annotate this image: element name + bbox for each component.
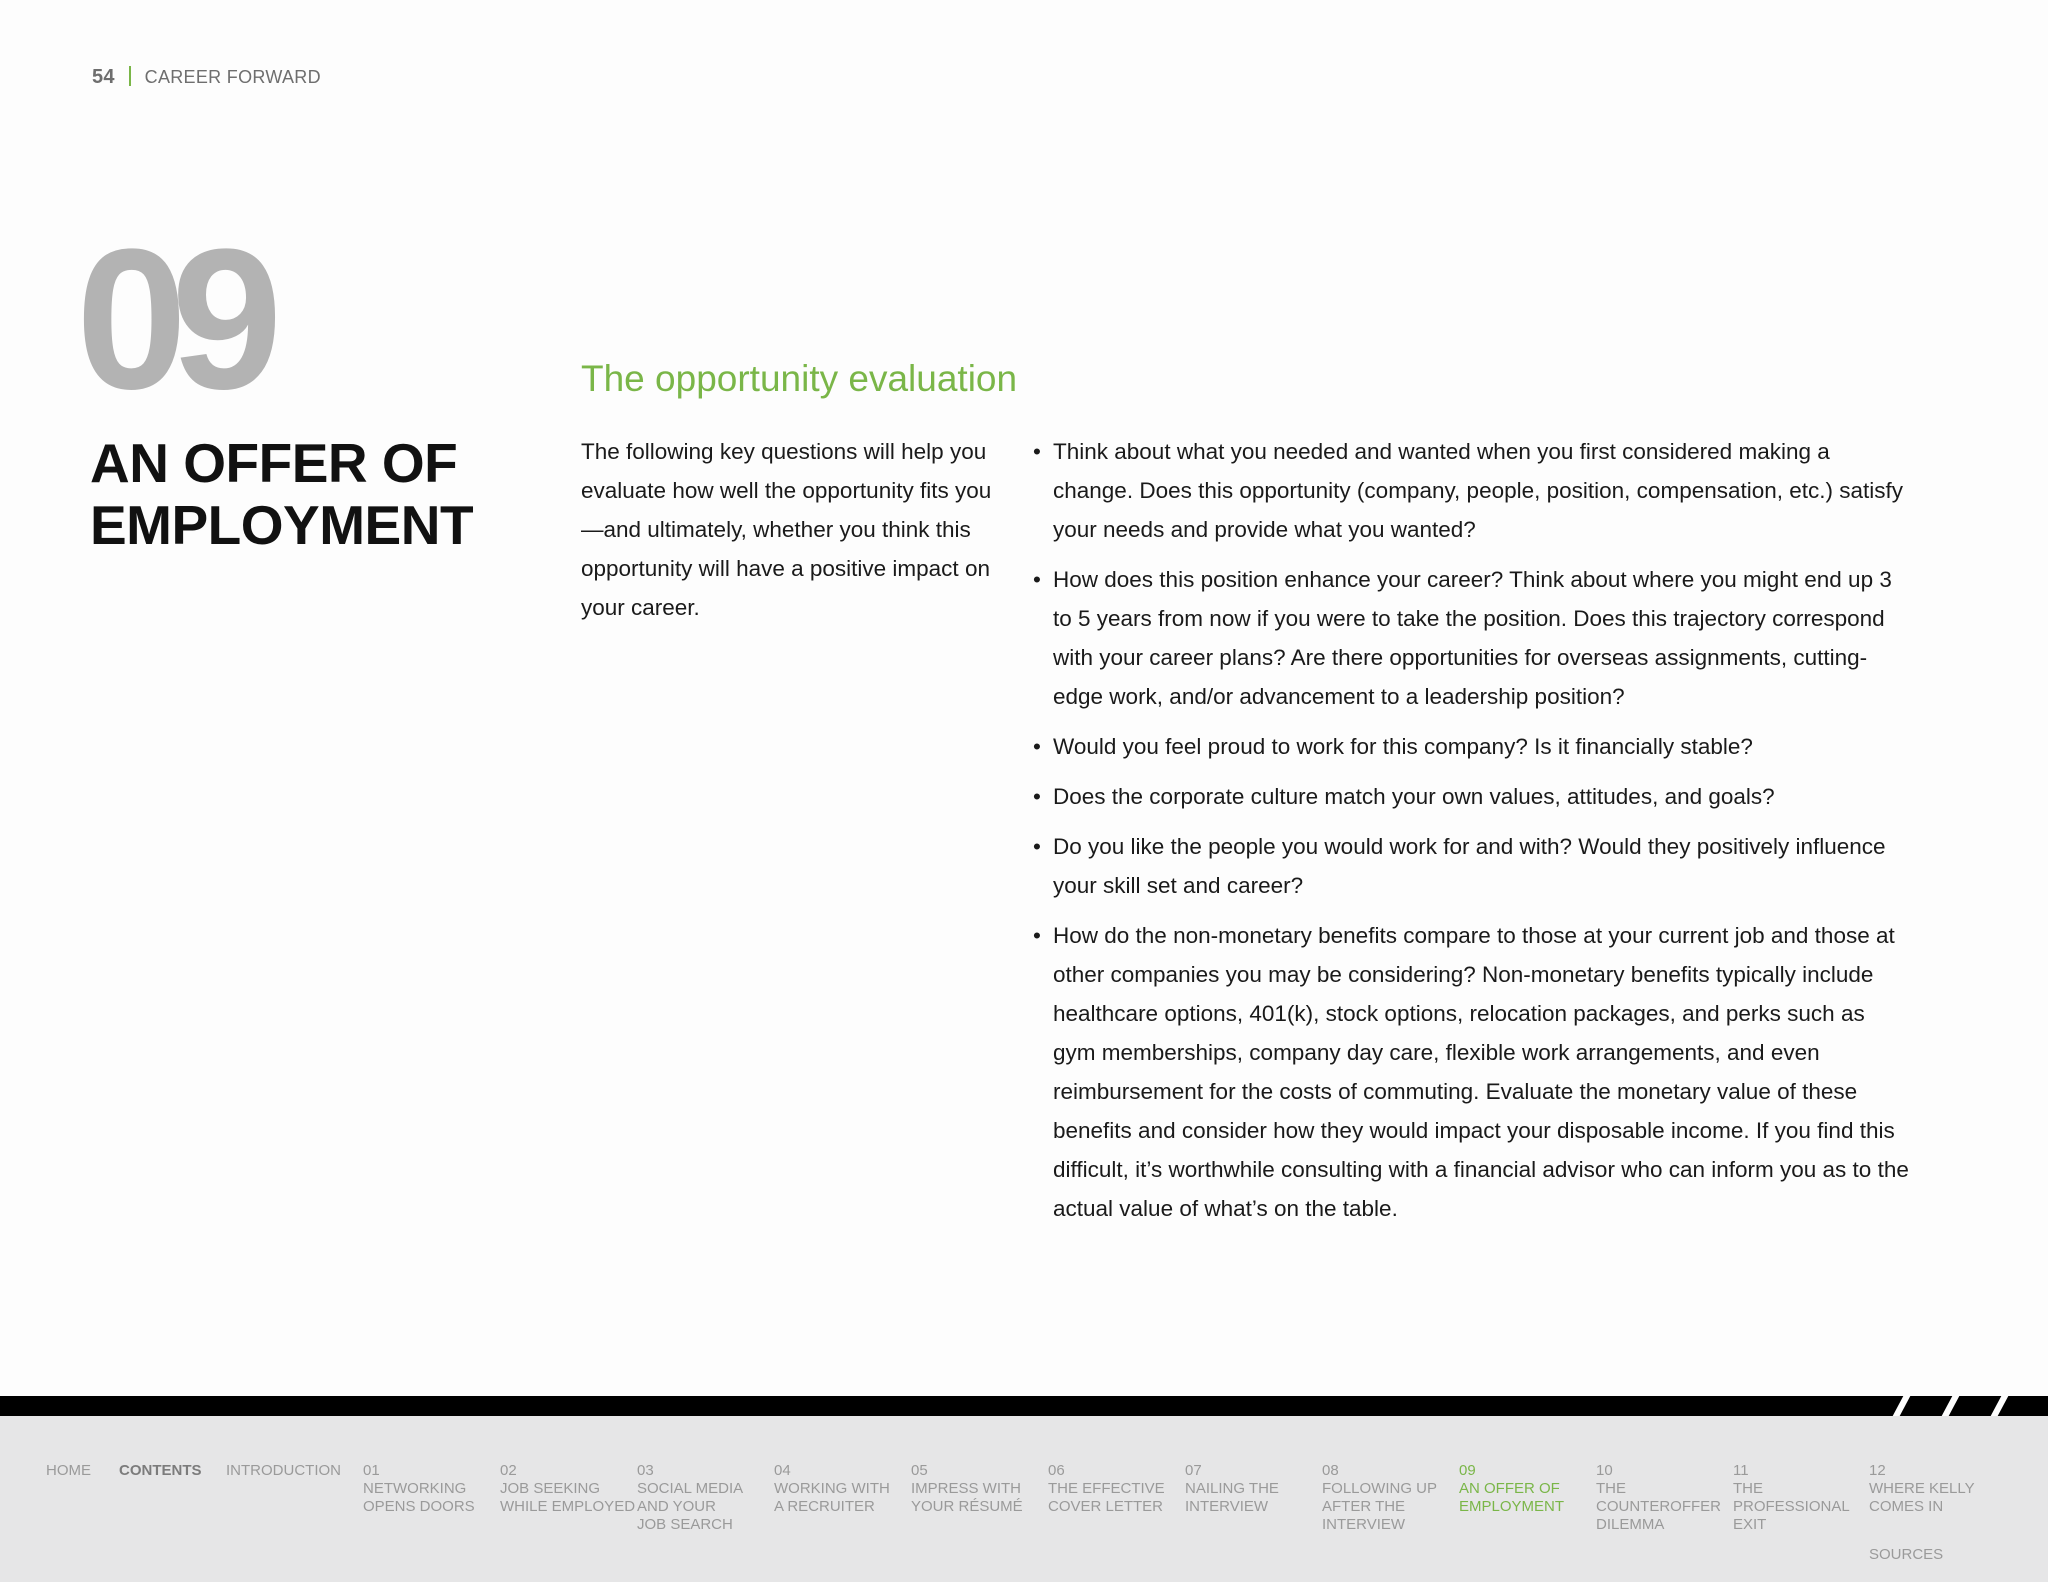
nav-chapter-label: THE COUNTEROFFER DILEMMA (1596, 1480, 1721, 1533)
nav-chapter-number: 02 (500, 1462, 517, 1479)
list-item: • Does the corporate culture match your own values, attitudes, and goals? (1033, 777, 1913, 816)
nav-home[interactable] (46, 1462, 91, 1480)
nav-introduction[interactable] (226, 1462, 341, 1480)
section-heading: The opportunity evaluation (581, 358, 1018, 399)
nav-chapter-number: 05 (911, 1462, 928, 1479)
nav-chapter-label: THE PROFESSIONAL EXIT (1733, 1480, 1850, 1533)
list-item: • How does this position enhance your career? Think about where you might end up 3 to 5 years from now if you were to take the position. Does this trajectory correspond with your career plans? Are there opportunities for overseas assignments, cutting-edge work, and/or advancement to a leadership position? (1033, 560, 1913, 716)
nav-chapter-number: 09 (1459, 1462, 1476, 1479)
nav-chapter-label: NAILING THE INTERVIEW (1185, 1480, 1279, 1515)
nav-chapter-label: IMPRESS WITH YOUR RÉSUMÉ (911, 1480, 1023, 1515)
question-list (1033, 432, 1913, 1239)
nav-chapter-05[interactable] (911, 1462, 1023, 1516)
nav-chapter-09[interactable] (1459, 1462, 1564, 1516)
page-header (92, 66, 321, 89)
list-item: • Do you like the people you would work for and with? Would they positively influence your skill set and career? (1033, 827, 1913, 905)
nav-chapter-number: 03 (637, 1462, 654, 1479)
nav-chapter-label: WHERE KELLY COMES IN (1869, 1480, 1975, 1515)
list-item: • Think about what you needed and wanted when you first considered making a change. Does this opportunity (company, people, position, compensation, etc.) satisfy your needs and provide what you wanted? (1033, 432, 1913, 549)
section-intro: The following key questions will help you evaluate how well the opportunity fits you—and ultimately, whether you think this opportunity will have a positive impact on your career. (581, 439, 992, 620)
nav-chapter-12[interactable] (1869, 1462, 1975, 1516)
nav-chapter-number: 04 (774, 1462, 791, 1479)
nav-chapter-08[interactable] (1322, 1462, 1437, 1534)
list-item: • Would you feel proud to work for this company? Is it financially stable? (1033, 727, 1913, 766)
nav-chapter-04[interactable] (774, 1462, 890, 1516)
nav-chapter-label: AN OFFER OF EMPLOYMENT (1459, 1480, 1565, 1515)
nav-chapter-label: WORKING WITH A RECRUITER (774, 1480, 890, 1515)
nav-chapter-10[interactable] (1596, 1462, 1721, 1534)
nav-chapter-label: JOB SEEKING WHILE EMPLOYED (500, 1480, 636, 1515)
nav-chapter-07[interactable] (1185, 1462, 1279, 1516)
chapter-navigation (0, 1416, 2048, 1582)
nav-chapter-number: 01 (363, 1462, 380, 1479)
nav-chapter-number: 06 (1048, 1462, 1065, 1479)
nav-chapter-number: 12 (1869, 1462, 1886, 1479)
page-number: 54 (92, 66, 115, 88)
nav-chapter-06[interactable] (1048, 1462, 1165, 1516)
nav-introduction-label: INTRODUCTION (226, 1462, 341, 1479)
nav-chapter-11[interactable] (1733, 1462, 1850, 1534)
nav-chapter-number: 10 (1596, 1462, 1613, 1479)
nav-contents[interactable] (119, 1462, 202, 1480)
divider-band (0, 1396, 2048, 1416)
nav-chapter-number: 11 (1733, 1462, 1749, 1479)
nav-chapter-03[interactable] (637, 1462, 743, 1534)
header-divider (129, 66, 131, 86)
nav-contents-label: CONTENTS (119, 1462, 202, 1479)
nav-chapter-label: THE EFFECTIVE COVER LETTER (1048, 1480, 1165, 1515)
nav-chapter-label: SOCIAL MEDIA AND YOUR JOB SEARCH (637, 1480, 744, 1533)
nav-chapter-label: FOLLOWING UP AFTER THE INTERVIEW (1322, 1480, 1438, 1533)
nav-chapter-02[interactable] (500, 1462, 635, 1516)
chapter-number: 09 (76, 208, 267, 431)
list-item: • How do the non-monetary benefits compare to those at your current job and those at other companies you may be considering? Non-monetary benefits typically include healthcare options, 401(k), stock options, relocation packages, and perks such as gym memberships, company day care, flexible work arrangements, and even reimbursement for the costs of commuting. Evaluate the monetary value of these benefits and consider how they would impact your disposable income. If you find this difficult, it’s worthwhile consulting with a financial advisor who can inform you as to the actual value of what’s on the table. (1033, 916, 1913, 1228)
nav-chapter-label: NETWORKING OPENS DOORS (363, 1480, 475, 1515)
nav-sources[interactable]: SOURCES (1869, 1546, 1944, 1563)
publication-title: CAREER FORWARD (144, 67, 321, 87)
nav-chapter-number: 07 (1185, 1462, 1202, 1479)
chapter-title: AN OFFER OF EMPLOYMENT (90, 432, 474, 556)
nav-chapter-number: 08 (1322, 1462, 1339, 1479)
nav-home-label: HOME (46, 1462, 91, 1479)
nav-chapter-01[interactable] (363, 1462, 475, 1516)
